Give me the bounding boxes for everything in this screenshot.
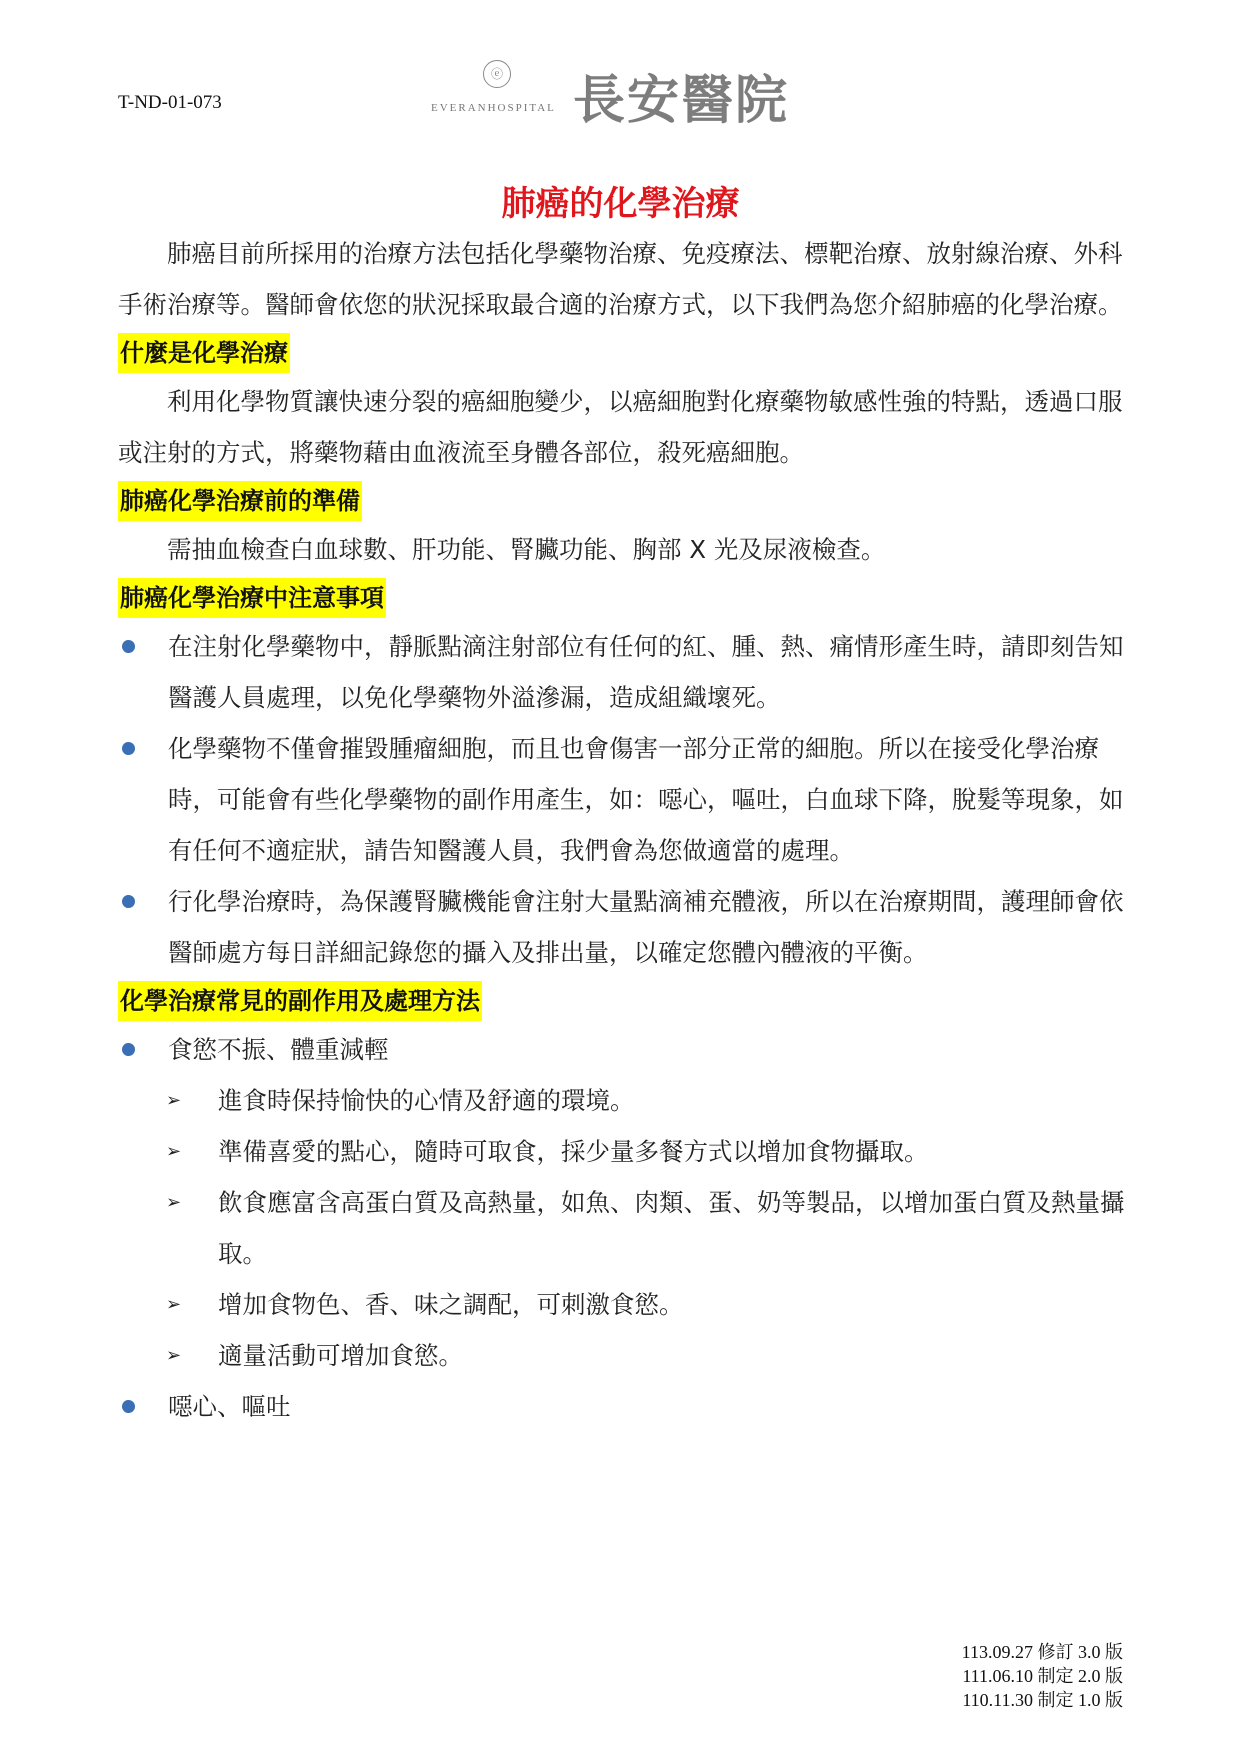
version-history (962, 1640, 1123, 1712)
logo-chinese-name: 長安醫院 (573, 71, 790, 131)
section-heading-during: 肺癌化學治療中注意事項 (118, 578, 386, 618)
list-item-text: 食慾不振、體重減輕 (168, 1035, 389, 1064)
sub-list-item (118, 1126, 1128, 1177)
section-heading-what: 什麼是化學治療 (118, 333, 290, 373)
blue-dot-icon (122, 1043, 135, 1056)
list-item-text: 化學藥物不僅會摧毀腫瘤細胞，而且也會傷害一部分正常的細胞。所以在接受化學治療時，可能會有些化學藥物的副作用產生，如：噁心，嘔吐，白血球下降，脫髮等現象，如有任何不適症狀，請告知醫護人員，我們會為您做適當的處理。 (168, 734, 1124, 865)
blue-dot-icon (122, 1400, 135, 1413)
list-item (118, 876, 1128, 978)
list-item (118, 621, 1128, 723)
version-line: 111.06.10 制定 2.0 版 (962, 1666, 1123, 1686)
sub-list-item (118, 1075, 1128, 1126)
list-item-text: 噁心、嘔吐 (168, 1392, 291, 1421)
prep-paragraph: 需抽血檢查白血球數、肝功能、腎臟功能、胸部 X 光及尿液檢查。 (167, 535, 886, 564)
version-line: 113.09.27 修訂 3.0 版 (961, 1642, 1123, 1662)
section-heading-prep: 肺癌化學治療前的準備 (118, 481, 362, 521)
arrow-right-icon: ➢ (166, 1141, 182, 1162)
arrow-right-icon: ➢ (166, 1090, 182, 1111)
arrow-right-icon: ➢ (166, 1294, 182, 1315)
page-title: 肺癌的化學治療 (501, 184, 740, 224)
version-line: 110.11.30 制定 1.0 版 (962, 1690, 1123, 1710)
list-item (118, 1381, 1128, 1432)
sub-list-item-text: 增加食物色、香、味之調配，可刺激食慾。 (218, 1290, 684, 1319)
document-code: T-ND-01-073 (118, 92, 222, 113)
arrow-right-icon: ➢ (166, 1345, 182, 1366)
blue-dot-icon (122, 640, 135, 653)
document-body (118, 228, 1128, 1432)
logo-english-name: EVERANHOSPITAL (431, 102, 556, 114)
list-item (118, 723, 1128, 876)
arrow-right-icon: ➢ (166, 1192, 182, 1213)
sub-list-item (118, 1279, 1128, 1330)
sub-list-item (118, 1330, 1128, 1381)
list-item-text: 在注射化學藥物中，靜脈點滴注射部位有任何的紅、腫、熱、痛情形產生時，請即刻告知醫護人員處理，以免化學藥物外溢滲漏，造成組織壞死。 (168, 632, 1124, 712)
blue-dot-icon (122, 742, 135, 755)
blue-dot-icon (122, 895, 135, 908)
sub-list-item (118, 1177, 1128, 1279)
list-item-text: 行化學治療時，為保護腎臟機能會注射大量點滴補充體液，所以在治療期間，護理師會依醫師處方每日詳細記錄您的攝入及排出量，以確定您體內體液的平衡。 (168, 887, 1124, 967)
sub-list-item-text: 準備喜愛的點心，隨時可取食，採少量多餐方式以增加食物攝取。 (218, 1137, 929, 1166)
what-paragraph: 利用化學物質讓快速分裂的癌細胞變少，以癌細胞對化療藥物敏感性強的特點，透過口服或注射的方式，將藥物藉由血液流至身體各部位，殺死癌細胞。 (118, 387, 1123, 467)
intro-paragraph: 肺癌目前所採用的治療方法包括化學藥物治療、免疫療法、標靶治療、放射線治療、外科手術治療等。醫師會依您的狀況採取最合適的治療方式，以下我們為您介紹肺癌的化學治療。 (118, 239, 1123, 319)
sub-list-item-text: 進食時保持愉快的心情及舒適的環境。 (218, 1086, 635, 1115)
sub-list-item-text: 飲食應富含高蛋白質及高熱量，如魚、肉類、蛋、奶等製品，以增加蛋白質及熱量攝取。 (218, 1188, 1125, 1268)
list-item (118, 1024, 1128, 1075)
logo-emblem-icon: ⓔ (483, 60, 511, 88)
sub-list-item-text: 適量活動可增加食慾。 (218, 1341, 463, 1370)
section-heading-side-effects: 化學治療常見的副作用及處理方法 (118, 981, 482, 1021)
hospital-logo (425, 54, 845, 131)
